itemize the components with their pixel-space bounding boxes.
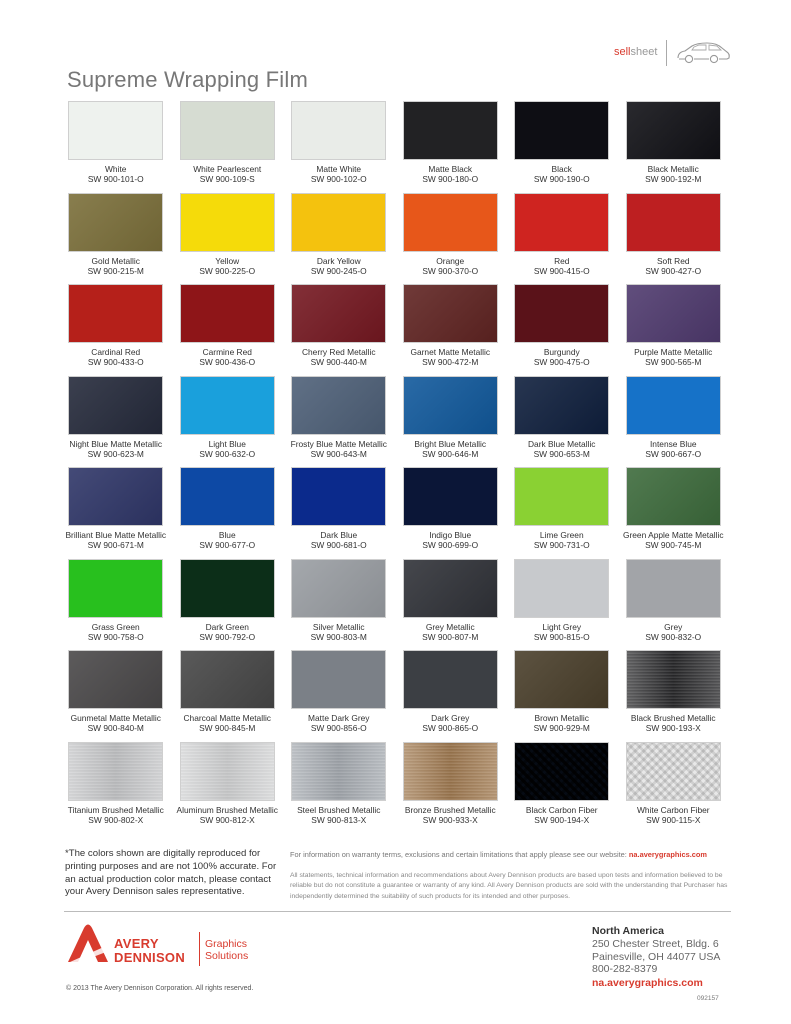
swatch-name: Night Blue Matte Metallic [69,438,163,449]
swatch-name: Yellow [215,255,240,266]
brand-name-line2: DENNISON [114,950,186,965]
swatch-card [395,376,507,468]
color-swatch [68,284,163,343]
brand-division-line1: Graphics [205,938,248,950]
swatch-code: SW 900-671-M [87,540,144,550]
swatch-name: Blue [218,530,236,540]
color-swatch [180,467,275,526]
swatch-name: Purple Matte Metallic [634,347,713,357]
brand-name-line1: AVERY [114,936,159,951]
color-swatch [291,650,386,709]
swatch-code: SW 900-415-O [533,265,590,276]
website-link[interactable]: na.averygraphics.com [592,976,703,989]
swatch-card [172,467,284,559]
swatch-name: Matte White [316,164,362,174]
sellsheet-label [614,46,657,58]
color-swatch [626,650,721,709]
footer-divider [64,911,731,912]
swatch-card [506,559,618,651]
color-swatch [403,101,498,160]
swatch-name: Orange [436,255,465,266]
address-street: 250 Chester Street, Bldg. 6 [592,938,719,950]
swatch-code: SW 900-623-M [87,448,144,459]
swatch-name: Dark Green [205,621,249,632]
color-swatch [291,742,386,801]
swatch-code: SW 900-699-O [422,540,479,550]
swatch-name: Dark Blue Metallic [528,438,596,449]
swatch-code: SW 900-193-X [645,723,701,733]
swatch-card [283,376,395,468]
swatch-name: White Pearlescent [193,164,262,174]
swatch-name: Gold Metallic [91,255,140,266]
swatch-code: SW 900-180-O [422,174,479,184]
color-swatch [403,742,498,801]
swatch-card [60,101,172,193]
swatch-card [60,559,172,651]
swatch-code: SW 900-245-O [310,265,367,276]
swatch-name: Steel Brushed Metallic [297,804,381,815]
sellsheet-label-rest: sheet [630,46,658,58]
swatch-card [395,742,507,834]
swatch-name: Cardinal Red [91,347,141,357]
swatch-card [618,284,730,376]
swatch-card [395,101,507,193]
swatch-code: SW 900-101-O [87,174,144,184]
swatch-name: Brown Metallic [534,713,589,723]
swatch-name: Brilliant Blue Matte Metallic [65,530,167,540]
swatch-card [618,467,730,559]
swatch-card [395,193,507,285]
swatch-name: Dark Yellow [316,255,361,266]
color-swatch [403,284,498,343]
car-icon [675,40,731,66]
swatch-card [172,101,284,193]
color-swatch [291,193,386,252]
swatch-card [618,559,730,651]
color-swatch [180,193,275,252]
color-swatch [514,650,609,709]
swatch-name: Black Brushed Metallic [630,713,716,723]
swatch-name: Green Apple Matte Metallic [622,530,724,540]
swatch-name: Intense Blue [649,438,697,449]
swatch-name: Lime Green [539,530,584,540]
swatch-name: Matte Black [428,164,473,174]
swatch-card [60,376,172,468]
swatch-code: SW 900-792-O [199,631,256,642]
swatch-card [283,193,395,285]
swatch-code: SW 900-190-O [533,174,590,184]
swatch-code: SW 900-646-M [422,448,479,459]
color-swatch [514,742,609,801]
address-region: North America [592,925,664,937]
swatch-code: SW 900-472-M [422,357,479,367]
color-swatch [403,467,498,526]
swatch-name: Matte Dark Grey [308,713,370,723]
swatch-card [283,467,395,559]
swatch-name: Dark Grey [431,713,470,723]
color-disclaimer-note: *The colors shown are digitally reproduced for printing purposes and are not 100% accurate. For an actual production color match, please contact your Avery Dennison sales representative. [65,848,277,898]
swatch-card [506,650,618,742]
color-swatch [180,376,275,435]
swatch-name: Cherry Red Metallic [301,347,376,357]
swatch-name: Burgundy [543,347,580,357]
color-swatch [514,467,609,526]
header-divider [666,40,667,66]
address-city: Painesville, OH 44077 USA [592,950,721,963]
color-swatch [68,376,163,435]
swatch-code: SW 900-807-M [422,631,479,642]
color-swatch [626,376,721,435]
swatch-name: Black Metallic [647,164,699,174]
swatch-card [172,376,284,468]
color-swatch [514,559,609,618]
color-swatch [626,467,721,526]
swatch-name: Grass Green [91,621,140,632]
swatch-code: SW 900-745-M [645,540,702,550]
swatch-code: SW 900-677-O [199,540,256,550]
swatch-card [618,742,730,834]
color-swatch [180,101,275,160]
swatch-code: SW 900-929-M [533,723,590,733]
swatch-name: Aluminum Brushed Metallic [176,804,278,815]
page-title: Supreme Wrapping Film [67,67,308,92]
color-swatch [291,101,386,160]
swatch-code: SW 900-813-X [311,814,367,825]
swatch-name: Grey Metallic [425,621,475,632]
contact-address [592,924,742,990]
color-swatch [180,559,275,618]
color-swatch [291,284,386,343]
swatch-name: Garnet Matte Metallic [410,347,491,357]
swatch-card [395,284,507,376]
swatch-name: Charcoal Matte Metallic [183,713,271,723]
address-phone: 800-282-8379 [592,963,658,975]
swatch-card [283,559,395,651]
swatch-code: SW 900-802-X [88,814,144,825]
swatch-card [172,650,284,742]
swatch-card [618,193,730,285]
swatch-card [283,284,395,376]
swatch-name: Black Carbon Fiber [525,804,598,815]
swatch-card [283,101,395,193]
warranty-info-text: For information on warranty terms, exclusions and certain limitations that apply please see our website: [290,850,629,859]
document-number: 092157 [697,995,719,1002]
color-swatch [403,559,498,618]
swatch-card [60,650,172,742]
color-swatch [68,742,163,801]
swatch-card [506,376,618,468]
color-swatch [180,650,275,709]
color-swatch [626,284,721,343]
avery-dennison-logo [66,922,276,972]
color-swatch [514,101,609,160]
swatch-code: SW 900-653-M [533,448,590,459]
swatch-card [618,650,730,742]
color-swatch [403,193,498,252]
swatch-code: SW 900-731-O [533,540,590,550]
swatch-card [283,742,395,834]
swatch-code: SW 900-643-M [310,448,367,459]
swatch-code: SW 900-440-M [310,357,367,367]
swatch-name: Light Blue [208,438,246,449]
swatch-code: SW 900-758-O [87,631,144,642]
swatch-name: Gunmetal Matte Metallic [70,713,161,723]
color-swatch [626,559,721,618]
swatch-card [283,650,395,742]
swatch-code: SW 900-815-O [533,631,590,642]
swatch-name: Dark Blue [320,530,358,540]
color-swatch [626,193,721,252]
swatch-name: Carmine Red [202,347,252,357]
swatch-card [506,742,618,834]
swatch-card [506,284,618,376]
swatch-code: SW 900-109-S [199,174,255,184]
color-swatch [514,284,609,343]
swatch-code: SW 900-192-M [645,174,702,184]
swatch-name: Bright Blue Metallic [414,438,487,449]
swatch-code: SW 900-803-M [310,631,367,642]
swatch-name: Indigo Blue [429,530,472,540]
color-swatch [68,101,163,160]
color-swatch [291,559,386,618]
swatch-name: Titanium Brushed Metallic [67,804,164,815]
color-swatch [68,467,163,526]
swatch-code: SW 900-667-O [645,448,702,459]
swatch-card [618,101,730,193]
color-swatch [514,376,609,435]
swatch-card [618,376,730,468]
color-swatch [68,559,163,618]
swatch-code: SW 900-194-X [534,814,590,825]
legal-disclaimer: All statements, technical information and recommendations about Avery Dennison products are based upon tests and information believed to be reliable but do not constitute a guarantee or warranty of any kind. All Avery Dennison products are sold with the understanding that Purchaser has independently determined the suitability of such products for its intended and other purposes. [290,872,728,900]
copyright: © 2013 The Avery Dennison Corporation. All rights reserved. [66,985,254,992]
swatch-code: SW 900-565-M [645,357,702,367]
swatch-code: SW 900-475-O [533,357,590,367]
color-swatch [626,742,721,801]
swatch-name: Grey [664,621,683,632]
swatch-card [506,193,618,285]
swatch-card [395,467,507,559]
color-swatch [626,101,721,160]
swatch-name: Silver Metallic [312,621,365,632]
swatch-code: SW 900-215-M [87,265,144,276]
swatch-card [395,650,507,742]
swatch-card [395,559,507,651]
swatch-card [172,559,284,651]
brand-division-line2: Solutions [205,950,249,962]
swatch-code: SW 900-102-O [310,174,367,184]
swatch-card [506,101,618,193]
color-swatch [514,193,609,252]
swatch-name: Red [554,255,570,266]
swatch-name: White [105,164,127,174]
swatch-name: Black [551,164,572,174]
swatch-code: SW 900-115-X [646,814,701,825]
color-swatch [291,376,386,435]
swatch-code: SW 900-681-O [310,540,367,550]
color-swatch [403,650,498,709]
swatch-code: SW 900-436-O [199,357,256,367]
swatch-code: SW 900-845-M [199,723,256,733]
swatch-card [172,742,284,834]
swatch-name: Bronze Brushed Metallic [404,804,496,815]
swatch-name: Frosty Blue Matte Metallic [290,438,387,449]
swatch-name: White Carbon Fiber [636,804,710,815]
swatch-grid [60,101,730,833]
swatch-card [172,193,284,285]
swatch-code: SW 900-840-M [87,723,144,733]
color-swatch [180,284,275,343]
swatch-card [172,284,284,376]
swatch-code: SW 900-812-X [199,814,255,825]
swatch-card [60,193,172,285]
swatch-name: Light Grey [542,621,582,632]
sellsheet-label-red: sell [614,46,631,58]
swatch-card [60,284,172,376]
swatch-code: SW 900-933-X [422,814,478,825]
swatch-code: SW 900-225-O [199,265,256,276]
swatch-code: SW 900-427-O [645,265,702,276]
warranty-link[interactable]: na.averygraphics.com [628,850,707,859]
swatch-card [60,467,172,559]
color-swatch [68,193,163,252]
swatch-code: SW 900-865-O [422,723,479,733]
warranty-info [290,850,730,859]
avery-triangle-icon [66,922,110,964]
swatch-code: SW 900-632-O [199,448,256,459]
swatch-code: SW 900-370-O [422,265,479,276]
swatch-card [506,467,618,559]
swatch-card [60,742,172,834]
swatch-name: Soft Red [656,255,690,266]
swatch-code: SW 900-832-O [645,631,702,642]
color-swatch [180,742,275,801]
color-swatch [291,467,386,526]
swatch-code: SW 900-856-O [310,723,367,733]
color-swatch [403,376,498,435]
swatch-code: SW 900-433-O [87,357,144,367]
logo-separator [199,932,200,966]
color-swatch [68,650,163,709]
